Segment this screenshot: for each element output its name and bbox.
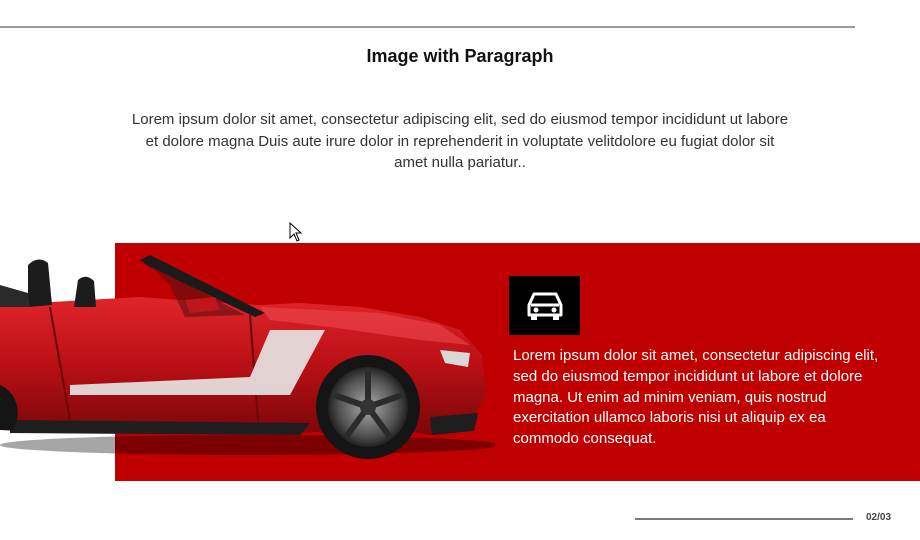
section-title: Image with Paragraph	[366, 46, 554, 66]
car-icon	[526, 290, 564, 322]
bottom-divider	[635, 518, 853, 520]
intro-paragraph: Lorem ipsum dolor sit amet, consectetur adipiscing elit, sed do eiusmod tempor incididunt ut labore et dolore magna Duis aute irure dolor in reprehenderit in voluptate velitdolore eu fugiat dolor sit amet nulla pariatur..	[131, 111, 789, 171]
feature-icon-box	[509, 276, 580, 335]
mouse-cursor-icon	[289, 222, 303, 242]
car-image	[0, 245, 495, 470]
feature-paragraph: Lorem ipsum dolor sit amet, consectetur adipiscing elit, sed do eiusmod tempor incididunt ut labore et dolore magna. Ut enim ad minim veniam, quis nostrud exercitation ullamco laboris nisi ut aliquip ex ea commodo consequat.	[513, 347, 879, 448]
top-divider	[0, 26, 855, 28]
page-indicator: 02/03	[866, 512, 892, 523]
